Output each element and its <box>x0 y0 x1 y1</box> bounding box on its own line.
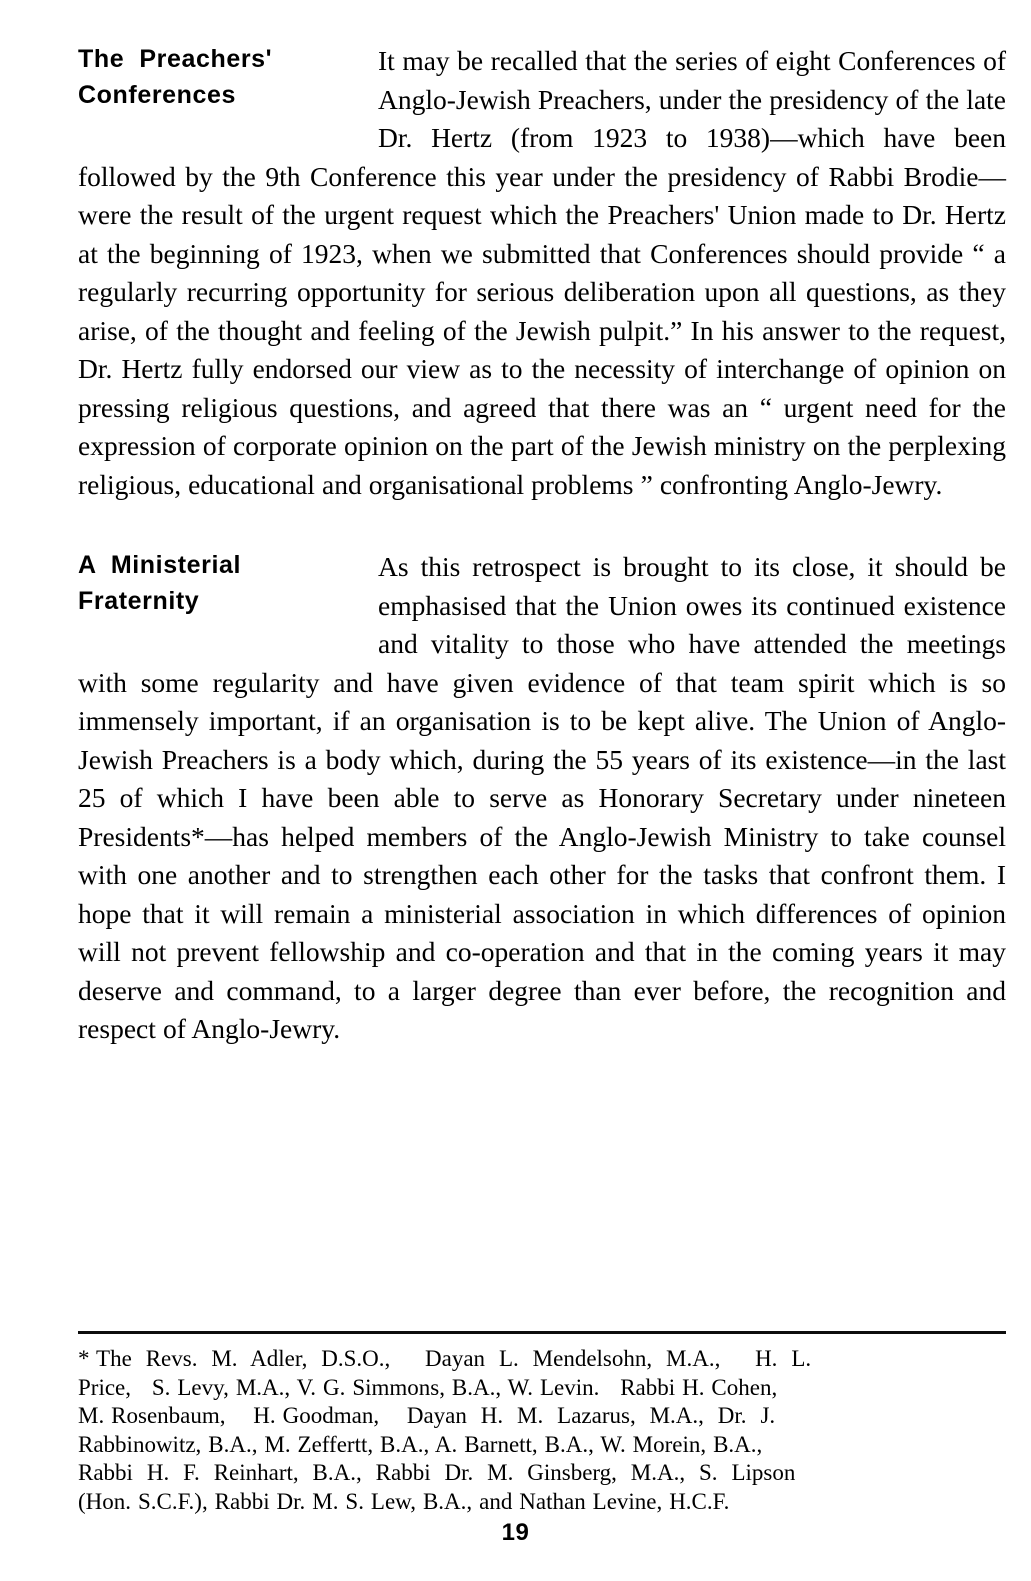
heading-line-1: A Ministerial <box>78 551 242 579</box>
heading-line-1: The Preachers' <box>78 45 273 73</box>
section-spacer <box>78 504 1006 548</box>
footnote-separator-rule <box>78 1331 1006 1334</box>
footnote-line: * The Revs. M. Adler, D.S.O., Dayan L. Mendelsohn, M.A., H. L. <box>78 1346 812 1371</box>
footnote-line: Rabbinowitz, B.A., M. Zeffertt, B.A., A. Barnett, B.A., W. Morein, B.A., <box>78 1431 763 1457</box>
section-preachers-conferences <box>78 42 1006 504</box>
heading-line-2: Conferences <box>78 80 237 109</box>
heading-line-2: Fraternity <box>78 586 200 615</box>
section-body-preachers-conferences: It may be recalled that the series of eight Conferences of Anglo-Jewish Preachers, under the presidency of the late Dr. Hertz (from 1923 to 1938)—which have been followed by the 9th Conference this year under the presidency of Rabbi Brodie—were the result of the urgent request which the Preachers' Union made to Dr. Hertz at the beginning of 1923, when we submitted that Conferences should provide “ a regularly recurring opportunity for serious deliberation upon all questions, as they arise, of the thought and feeling of the Jewish pulpit.” In his answer to the request, Dr. Hertz fully endorsed our view as to the necessity of interchange of opinion on pressing religious questions, and agreed that there was an “ urgent need for the expression of corporate opinion on the part of the Jewish ministry on the perplexing religious, educational and organisational problems ” confronting Anglo-Jewry. <box>78 45 1006 500</box>
footnote-block <box>78 1331 1006 1516</box>
footnote-line: (Hon. S.C.F.), Rabbi Dr. M. S. Lew, B.A., and Nathan Levine, H.C.F. <box>78 1488 730 1514</box>
footnote-line: Price, S. Levy, M.A., V. G. Simmons, B.A., W. Levin. Rabbi H. Cohen, <box>78 1374 778 1400</box>
footnote-presidents-list <box>78 1345 1006 1516</box>
section-body-ministerial-fraternity: As this retrospect is brought to its close, it should be emphasised that the Union owes its continued existence and vitality to those who have attended the meetings with some regularity and have given evidence of that team spirit which is so immensely important, if an organisation is to be kept alive. The Union of Anglo-Jewish Preachers is a body which, during the 55 years of its existence—in the last 25 of which I have been able to serve as Honorary Secretary under nineteen Presidents*—has helped members of the Anglo-Jewish Ministry to take counsel with one another and to strengthen each other for the tasks that confront them. I hope that it will remain a ministerial association in which differences of opinion will not prevent fellowship and co-operation and that in the coming years it may deserve and command, to a larger degree than ever before, the recognition and respect of Anglo-Jewry. <box>78 551 1006 1044</box>
main-text-column <box>78 42 1006 1049</box>
section-ministerial-fraternity <box>78 548 1006 1049</box>
footnote-line: M. Rosenbaum, H. Goodman, Dayan H. M. Lazarus, M.A., Dr. J. <box>78 1403 776 1428</box>
footnote-line: Rabbi H. F. Reinhart, B.A., Rabbi Dr. M. Ginsberg, M.A., S. Lipson <box>78 1460 796 1485</box>
section-heading-ministerial-fraternity <box>78 548 378 655</box>
page-number: 19 <box>501 1519 530 1546</box>
section-heading-preachers-conferences <box>78 42 378 149</box>
